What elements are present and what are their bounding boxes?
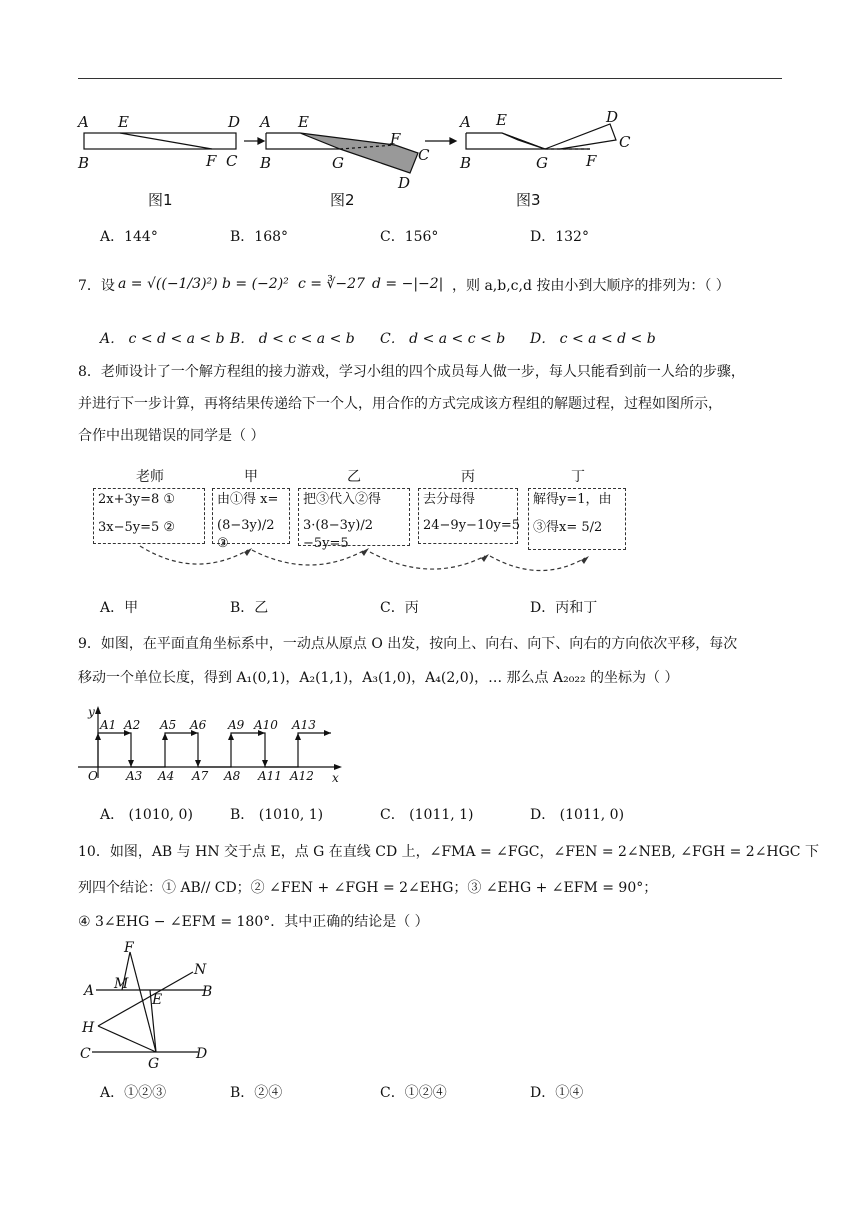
fig1-label-E: E — [118, 113, 129, 131]
q8-option-a[interactable]: A．甲 — [100, 600, 139, 616]
q8-option-d[interactable]: D．丙和丁 — [530, 600, 598, 616]
fig3-label-D: D — [606, 108, 619, 126]
q7-option-c[interactable]: C． d < a < c < b — [380, 331, 506, 347]
q9-option-a[interactable]: A． (1010, 0) — [100, 807, 193, 823]
q10-label-B: B — [202, 984, 213, 1000]
q8-line3: 合作中出现错误的同学是（ ） — [78, 428, 265, 444]
fig2-label-D: D — [398, 174, 411, 192]
fig2-label-E: E — [298, 113, 309, 131]
box-yi-head: 乙 — [347, 469, 361, 485]
q9-line2: 移动一个单位长度，得到 A₁(0,1)，A₂(1,1)，A₃(1,0)，A₄(2,0)，… 那么点 A₂₀₂₂ 的坐标为（ ） — [78, 670, 679, 686]
q7-a-def: a = √((−1/3)²) — [118, 276, 218, 292]
q9-A4: A4 — [158, 769, 175, 783]
fig2-label-B: B — [260, 154, 272, 172]
fig3-label-C: C — [619, 133, 631, 151]
q10-label-N: N — [194, 962, 207, 978]
fig2-label-A: A — [260, 113, 271, 131]
q10-option-c[interactable]: C．①②④ — [380, 1085, 447, 1101]
q9-A13: A13 — [292, 718, 316, 732]
fig3-caption: 图3 — [516, 191, 541, 209]
q9-A7: A7 — [192, 769, 209, 783]
box-yi — [298, 488, 410, 551]
q7-option-d[interactable]: D． c < a < d < b — [530, 331, 656, 347]
q8-line2: 并进行下一步计算，再将结果传递给下一个人，用合作的方式完成该方程组的解题过程，过程如图所示， — [78, 396, 722, 412]
box-bing-head: 丙 — [461, 469, 475, 485]
q10-label-D: D — [196, 1046, 208, 1062]
fig2-label-F: F — [390, 130, 401, 148]
q9-axis-x: x — [332, 771, 339, 785]
q9-option-c[interactable]: C． (1011, 1) — [380, 807, 474, 823]
box-teacher-head: 老师 — [136, 469, 164, 485]
q10-geometry-figure — [78, 938, 228, 1070]
q10-label-G: G — [148, 1056, 160, 1070]
fig3-label-A: A — [460, 113, 471, 131]
q10-line1: 10．如图，AB 与 HN 交于点 E，点 G 在直线 CD 上，∠FMA = ∠FGC，∠FEN = 2∠NEB, ∠FGH = 2∠HGC 下 — [78, 844, 819, 860]
q9-A2: A2 — [124, 718, 141, 732]
q7-b-def: b = (−2)² — [222, 276, 289, 292]
q9-A1: A1 — [100, 718, 117, 732]
box-teacher — [93, 488, 205, 544]
fig1-label-F: F — [206, 152, 217, 170]
q10-line2: 列四个结论：① AB// CD；② ∠FEN + ∠FGH = 2∠EHG；③ ∠EHG + ∠EFM = 90°； — [78, 880, 658, 896]
q9-coordinate-figure — [78, 700, 358, 790]
q9-A6: A6 — [190, 718, 207, 732]
box-bing-line1: 去分母得 — [423, 492, 476, 507]
box-ding-head: 丁 — [571, 469, 585, 485]
q10-label-H: H — [82, 1020, 95, 1036]
q9-A8: A8 — [224, 769, 241, 783]
q9-option-b[interactable]: B． (1010, 1) — [230, 807, 324, 823]
q10-option-a[interactable]: A．①②③ — [100, 1085, 167, 1101]
q9-A11: A11 — [258, 769, 282, 783]
q9-A3: A3 — [126, 769, 143, 783]
fig3-label-E: E — [496, 111, 507, 129]
q7-tail: ，则 a,b,c,d 按由小到大顺序的排列为：（ ） — [452, 278, 730, 294]
q10-label-E: E — [152, 992, 163, 1008]
fig2-label-C: C — [418, 146, 430, 164]
q8-option-c[interactable]: C．丙 — [380, 600, 419, 616]
fig3-label-G: G — [536, 154, 548, 172]
fig1-label-D: D — [228, 113, 241, 131]
q9-line1: 9．如图，在平面直角坐标系中，一动点从原点 O 出发，按向上、向右、向下、向右的方向依次平移，每次 — [78, 636, 738, 652]
q10-label-A: A — [84, 983, 95, 999]
fig2-label-G: G — [332, 154, 344, 172]
q7-number: 7．设 — [78, 278, 115, 294]
q6-option-d[interactable]: D．132° — [530, 229, 589, 245]
q9-origin: O — [88, 769, 98, 783]
fig1-caption: 图1 — [148, 191, 173, 209]
q9-A5: A5 — [160, 718, 177, 732]
fig1-label-C: C — [226, 152, 238, 170]
box-jia-line2: (8−3y)/2 ③ — [217, 518, 275, 551]
q10-label-C: C — [80, 1046, 91, 1062]
box-jia-head: 甲 — [244, 469, 258, 485]
box-jia — [212, 488, 290, 551]
fig3-label-F: F — [586, 152, 597, 170]
box-bing-line2: 24−9y−10y=5 — [423, 518, 520, 533]
fig1-label-A: A — [78, 113, 89, 131]
box-bing — [418, 488, 518, 544]
q9-axis-y: y — [88, 705, 95, 719]
q8-option-b[interactable]: B．乙 — [230, 600, 269, 616]
q6-figures — [70, 100, 670, 220]
fig2-caption: 图2 — [330, 191, 355, 209]
box-teacher-line2: 3x−5y=5 ② — [98, 520, 176, 535]
box-yi-line1: 把③代入②得 — [303, 492, 382, 507]
q10-option-b[interactable]: B．②④ — [230, 1085, 283, 1101]
q7-option-a[interactable]: A． c < d < a < b — [100, 331, 225, 347]
q10-line3: ④ 3∠EHG − ∠EFM = 180°．其中正确的结论是（ ） — [78, 914, 429, 930]
q6-option-a[interactable]: A．144° — [100, 229, 158, 245]
q10-option-d[interactable]: D．①④ — [530, 1085, 584, 1101]
q7-option-b[interactable]: B． d < c < a < b — [230, 331, 355, 347]
q8-line1: 8．老师设计了一个解方程组的接力游戏，学习小组的四个成员每人做一步，每人只能看到前一人给的步骤， — [78, 364, 745, 380]
q6-option-c[interactable]: C．156° — [380, 229, 439, 245]
q9-option-d[interactable]: D． (1011, 0) — [530, 807, 625, 823]
q9-A10: A10 — [254, 718, 278, 732]
q8-flow-arrows — [120, 540, 620, 590]
q7-d-def: d = −|−2| — [372, 276, 444, 292]
box-teacher-line1: 2x+3y=8 ① — [98, 492, 176, 507]
box-jia-line1: 由①得 x= — [217, 492, 279, 507]
q9-A12: A12 — [290, 769, 314, 783]
q6-option-b[interactable]: B．168° — [230, 229, 289, 245]
q7-c-def: c = ∛−27 — [298, 276, 365, 292]
q9-A9: A9 — [228, 718, 245, 732]
q10-label-F: F — [124, 940, 134, 956]
fig1-label-B: B — [78, 154, 90, 172]
fig3-label-B: B — [460, 154, 472, 172]
box-ding-line2: ③得x= 5/2 — [533, 520, 603, 535]
header-rule — [78, 78, 782, 79]
q10-label-M: M — [114, 976, 129, 992]
box-ding-line1: 解得y=1，由 — [533, 492, 612, 507]
box-yi-line2: 3·(8−3y)/2 −5y=5 — [303, 518, 373, 551]
